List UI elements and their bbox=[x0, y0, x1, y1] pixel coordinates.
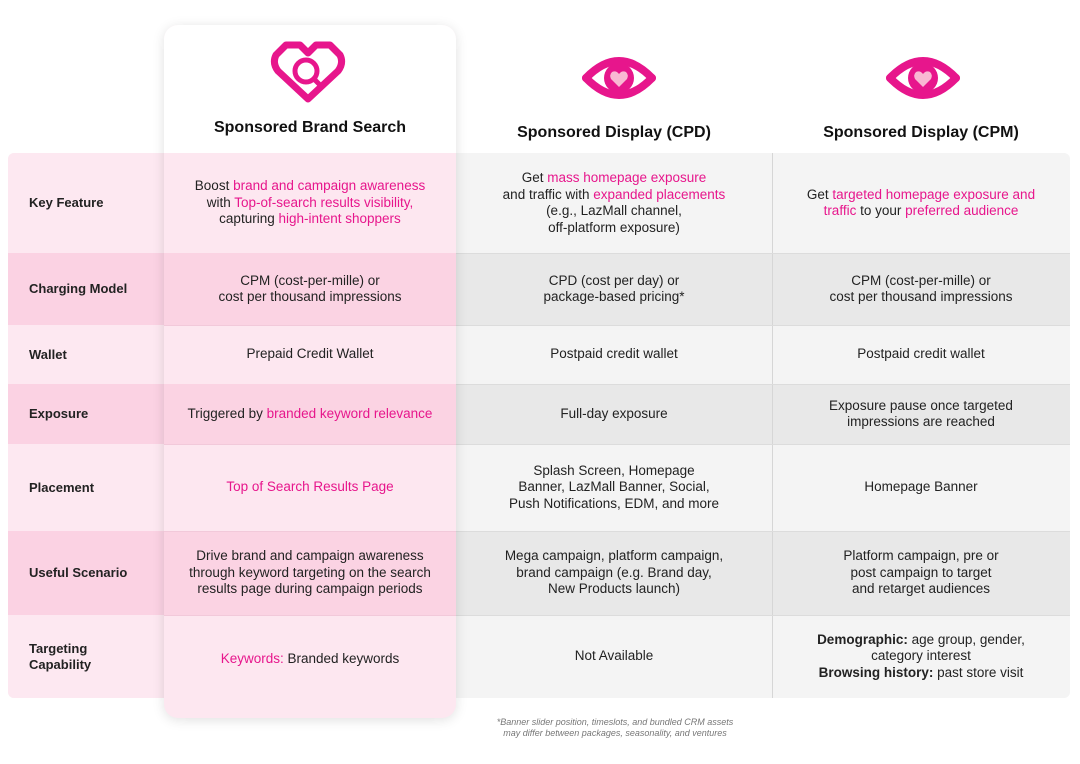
sbs-wallet: Prepaid Credit Wallet bbox=[246, 346, 374, 362]
column-title-cpm: Sponsored Display (CPM) bbox=[823, 124, 1019, 141]
cpd-useful-scenario: Mega campaign, platform campaign, brand campaign (e.g. Brand day, New Products launch) bbox=[504, 548, 724, 597]
row-label-placement: Placement bbox=[29, 479, 95, 495]
sbs-key-feature: Boost brand and campaign awareness with Top-of-search results visibility, capturing high-intent shoppers bbox=[194, 178, 426, 227]
cpd-targeting: Not Available bbox=[574, 648, 654, 664]
footnote: *Banner slider position, timeslots, and bundled CRM assets may differ between packages, seasonality, and ventures bbox=[496, 717, 734, 738]
cpd-key-feature: Get mass homepage exposure and traffic with expanded placements (e.g., LazMall channel, off-platform exposure) bbox=[502, 170, 726, 235]
cpd-wallet: Postpaid credit wallet bbox=[550, 346, 678, 362]
sbs-charging-model: CPM (cost-per-mille) or cost per thousand impressions bbox=[218, 272, 402, 304]
sponsored-brand-search-card bbox=[164, 25, 456, 718]
sbs-targeting: Keywords: Branded keywords bbox=[220, 650, 400, 666]
cpd-placement: Splash Screen, Homepage Banner, LazMall Banner, Social, Push Notifications, EDM, and more bbox=[508, 462, 720, 511]
cpm-wallet: Postpaid credit wallet bbox=[857, 346, 985, 362]
eye-heart-icon bbox=[580, 50, 658, 106]
row-label-targeting: Targeting Capability bbox=[29, 640, 92, 672]
sbs-useful-scenario: Drive brand and campaign awareness through keyword targeting on the search results page during campaign periods bbox=[189, 548, 431, 597]
cpm-targeting: Demographic: age group, gender, category interest Browsing history: past store visit bbox=[817, 631, 1025, 680]
cpm-exposure: Exposure pause once targeted impressions are reached bbox=[829, 397, 1013, 429]
row-label-useful-scenario: Useful Scenario bbox=[29, 565, 128, 580]
column-title-cpd: Sponsored Display (CPD) bbox=[517, 124, 711, 141]
eye-heart-icon bbox=[884, 50, 962, 106]
column-title-sbs: Sponsored Brand Search bbox=[213, 119, 407, 136]
heart-search-icon bbox=[270, 41, 346, 103]
row-label-charging-model: Charging Model bbox=[29, 281, 128, 296]
sbs-placement: Top of Search Results Page bbox=[226, 479, 394, 495]
cpd-charging-model: CPD (cost per day) or package-based pricing* bbox=[543, 272, 685, 304]
sbs-exposure: Triggered by branded keyword relevance bbox=[187, 405, 433, 421]
cpm-placement: Homepage Banner bbox=[864, 479, 978, 495]
row-label-wallet: Wallet bbox=[29, 346, 67, 362]
cpm-useful-scenario: Platform campaign, pre or post campaign to target and retarget audiences bbox=[843, 548, 999, 597]
cpm-key-feature: Get targeted homepage exposure and traffic to your preferred audience bbox=[806, 186, 1036, 218]
row-label-key-feature: Key Feature bbox=[29, 195, 104, 210]
cpd-exposure: Full-day exposure bbox=[560, 405, 668, 421]
row-label-exposure: Exposure bbox=[29, 406, 89, 421]
cpm-charging-model: CPM (cost-per-mille) or cost per thousand impressions bbox=[829, 272, 1013, 304]
